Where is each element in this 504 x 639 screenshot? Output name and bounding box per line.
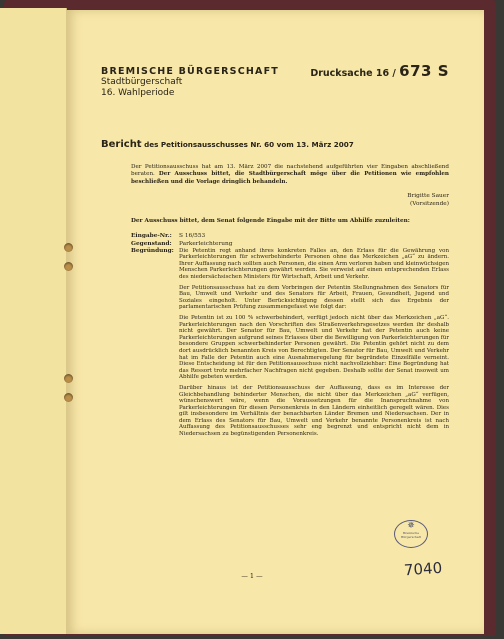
justification-paragraph: Die Petentin ist zu 100 % schwerbehindert, verfügt jedoch nicht über das Merkzeichen „aG“. Parkerleichterungen nach den Vorschriften des Straßenverkehrsgesetzes werden ihr deshalb nicht gewährt. Der Senator für Bau, Umwelt und Verkehr hat der Petentin auch keine Parkerleichterungen aufgrund seines Erlasses über die Bewilligung von Parkerleichterungen für besondere Gruppen schwerbehinderter Personen gewährt. Die Petentin gehört nicht zu dem dort ausdrücklich benannten Kreis von Berechtigten. Der Senator für Bau, Umwelt und Verkehr hat im Falle der Petentin auch eine Ausnahmeregelung für begründete Einzelfälle verneint. Diese Entscheidung ist für den Petitionsausschuss nicht nachvollziehbar: Eine Begründung hat das Ressort trotz mehrfacher Nachfragen nicht gegeben. Deshalb sollte der Senat insoweit um Abhilfe gebeten werden.: [179, 314, 449, 381]
subject-row: [131, 240, 449, 248]
document-header: [101, 62, 449, 99]
justification-paragraph: Die Petentin regt anhand ihres konkreten Falles an, den Erlass für die Gewährung von Parkerleichterungen für schwerbehinderte Personen ohne das Merkzeichen „aG“ zu ändern. Ihrer Auffassung nach sollten auch Personen, die einen Arm verloren haben und kleinwüchsigen Menschen Parkerleichterungen gewährt werden. Sie verweist auf einen entsprechenden Erlass des niedersächsischen Ministers für Wirtschaft, Arbeit und Verkehr.: [179, 247, 449, 280]
petition-number-row: [131, 232, 449, 240]
signature-block: [101, 192, 449, 208]
document-content: [101, 62, 449, 442]
justification-label: Begründung:: [131, 247, 174, 254]
star-icon: ✵: [407, 521, 415, 531]
archive-stamp: [394, 520, 428, 548]
signer-role: (Vorsitzende): [410, 201, 449, 208]
subject-value: Parkerleichterung: [179, 240, 233, 247]
signer-name: Brigitte Sauer: [407, 193, 449, 200]
document-number-label: Drucksache 16 /: [310, 68, 396, 79]
report-title: [101, 139, 449, 150]
legislative-period: 16. Wahlperiode: [101, 88, 175, 98]
request-statement: Der Ausschuss bittet, dem Senat folgende Eingabe mit der Bitte um Abhilfe zuzuleiten:: [131, 218, 410, 225]
intro-request: Der Ausschuss bittet, die Stadtbürgerschaft möge über die Petitionen wie empfohlen beschließen und die Vorlage dringlich behandeln.: [131, 171, 449, 185]
punch-hole: [64, 374, 73, 383]
intro-paragraph: [131, 164, 449, 186]
punch-hole: [64, 243, 73, 252]
left-page: [0, 8, 67, 634]
punch-hole: [64, 393, 73, 402]
justification-paragraph: Der Petitionsausschuss hat zu dem Vorbringen der Petentin Stellungnahmen des Senators für Bau, Umwelt und Verkehr und des Senators für Arbeit, Frauen, Gesundheit, Jugend und Soziales eingeholt. Unter Berücksichtigung dessen stellt sich das Ergebnis der parlamentarischen Prüfung zusammengefasst wie folgt dar:: [179, 284, 449, 311]
justification-text: [179, 248, 449, 442]
chamber-name: Stadtbürgerschaft: [101, 77, 183, 87]
petition-number-value: S 16/553: [179, 232, 206, 239]
stamp-line: Bürgerschaft: [401, 535, 421, 539]
organization-name: BREMISCHE BÜRGERSCHAFT: [101, 66, 279, 77]
stamp-line: Bremische: [402, 531, 420, 535]
page-number: — 1 —: [241, 572, 263, 580]
justification-row: [131, 248, 449, 442]
justification-paragraph: Darüber hinaus ist der Petitionsausschuss der Auffassung, dass es im Interesse der Gleichbehandlung behinderter Menschen, die nicht über das Merkzeichen „aG“ verfügen, wünschenswert wäre, wenn die Voraussetzungen für die Inanspruchnahme von Parkerleichterungen für diesen Personenkreis in den Ländern einheitlich geregelt wären. Dies gilt insbesondere im Verhältnis der benachbarten Länder Bremen und Niedersachsen. Der in dem Erlass des Senators für Bau, Umwelt und Verkehr benannte Personenkreis ist nach Auffassung des Petitionsausschusses sehr eng begrenzt und entspricht nicht dem in Niedersachsen zu begünstigenden Personenkreis.: [179, 384, 449, 438]
petition-number-label: Eingabe-Nr.:: [131, 232, 172, 239]
document-number-value: 673 S: [399, 62, 449, 80]
report-title-word: Bericht: [101, 139, 142, 150]
punch-hole: [64, 262, 73, 271]
handwritten-number: 7040: [403, 558, 443, 580]
document-number: [310, 62, 449, 80]
report-title-rest: des Petitionsausschusses Nr. 60 vom 13. März 2007: [144, 140, 354, 149]
intro-text: Der Petitionsausschuss hat am 13. März 2007 die nachstehend aufgeführten vier Eingaben abschließend beraten.: [131, 164, 449, 178]
subject-label: Gegenstand:: [131, 240, 172, 247]
